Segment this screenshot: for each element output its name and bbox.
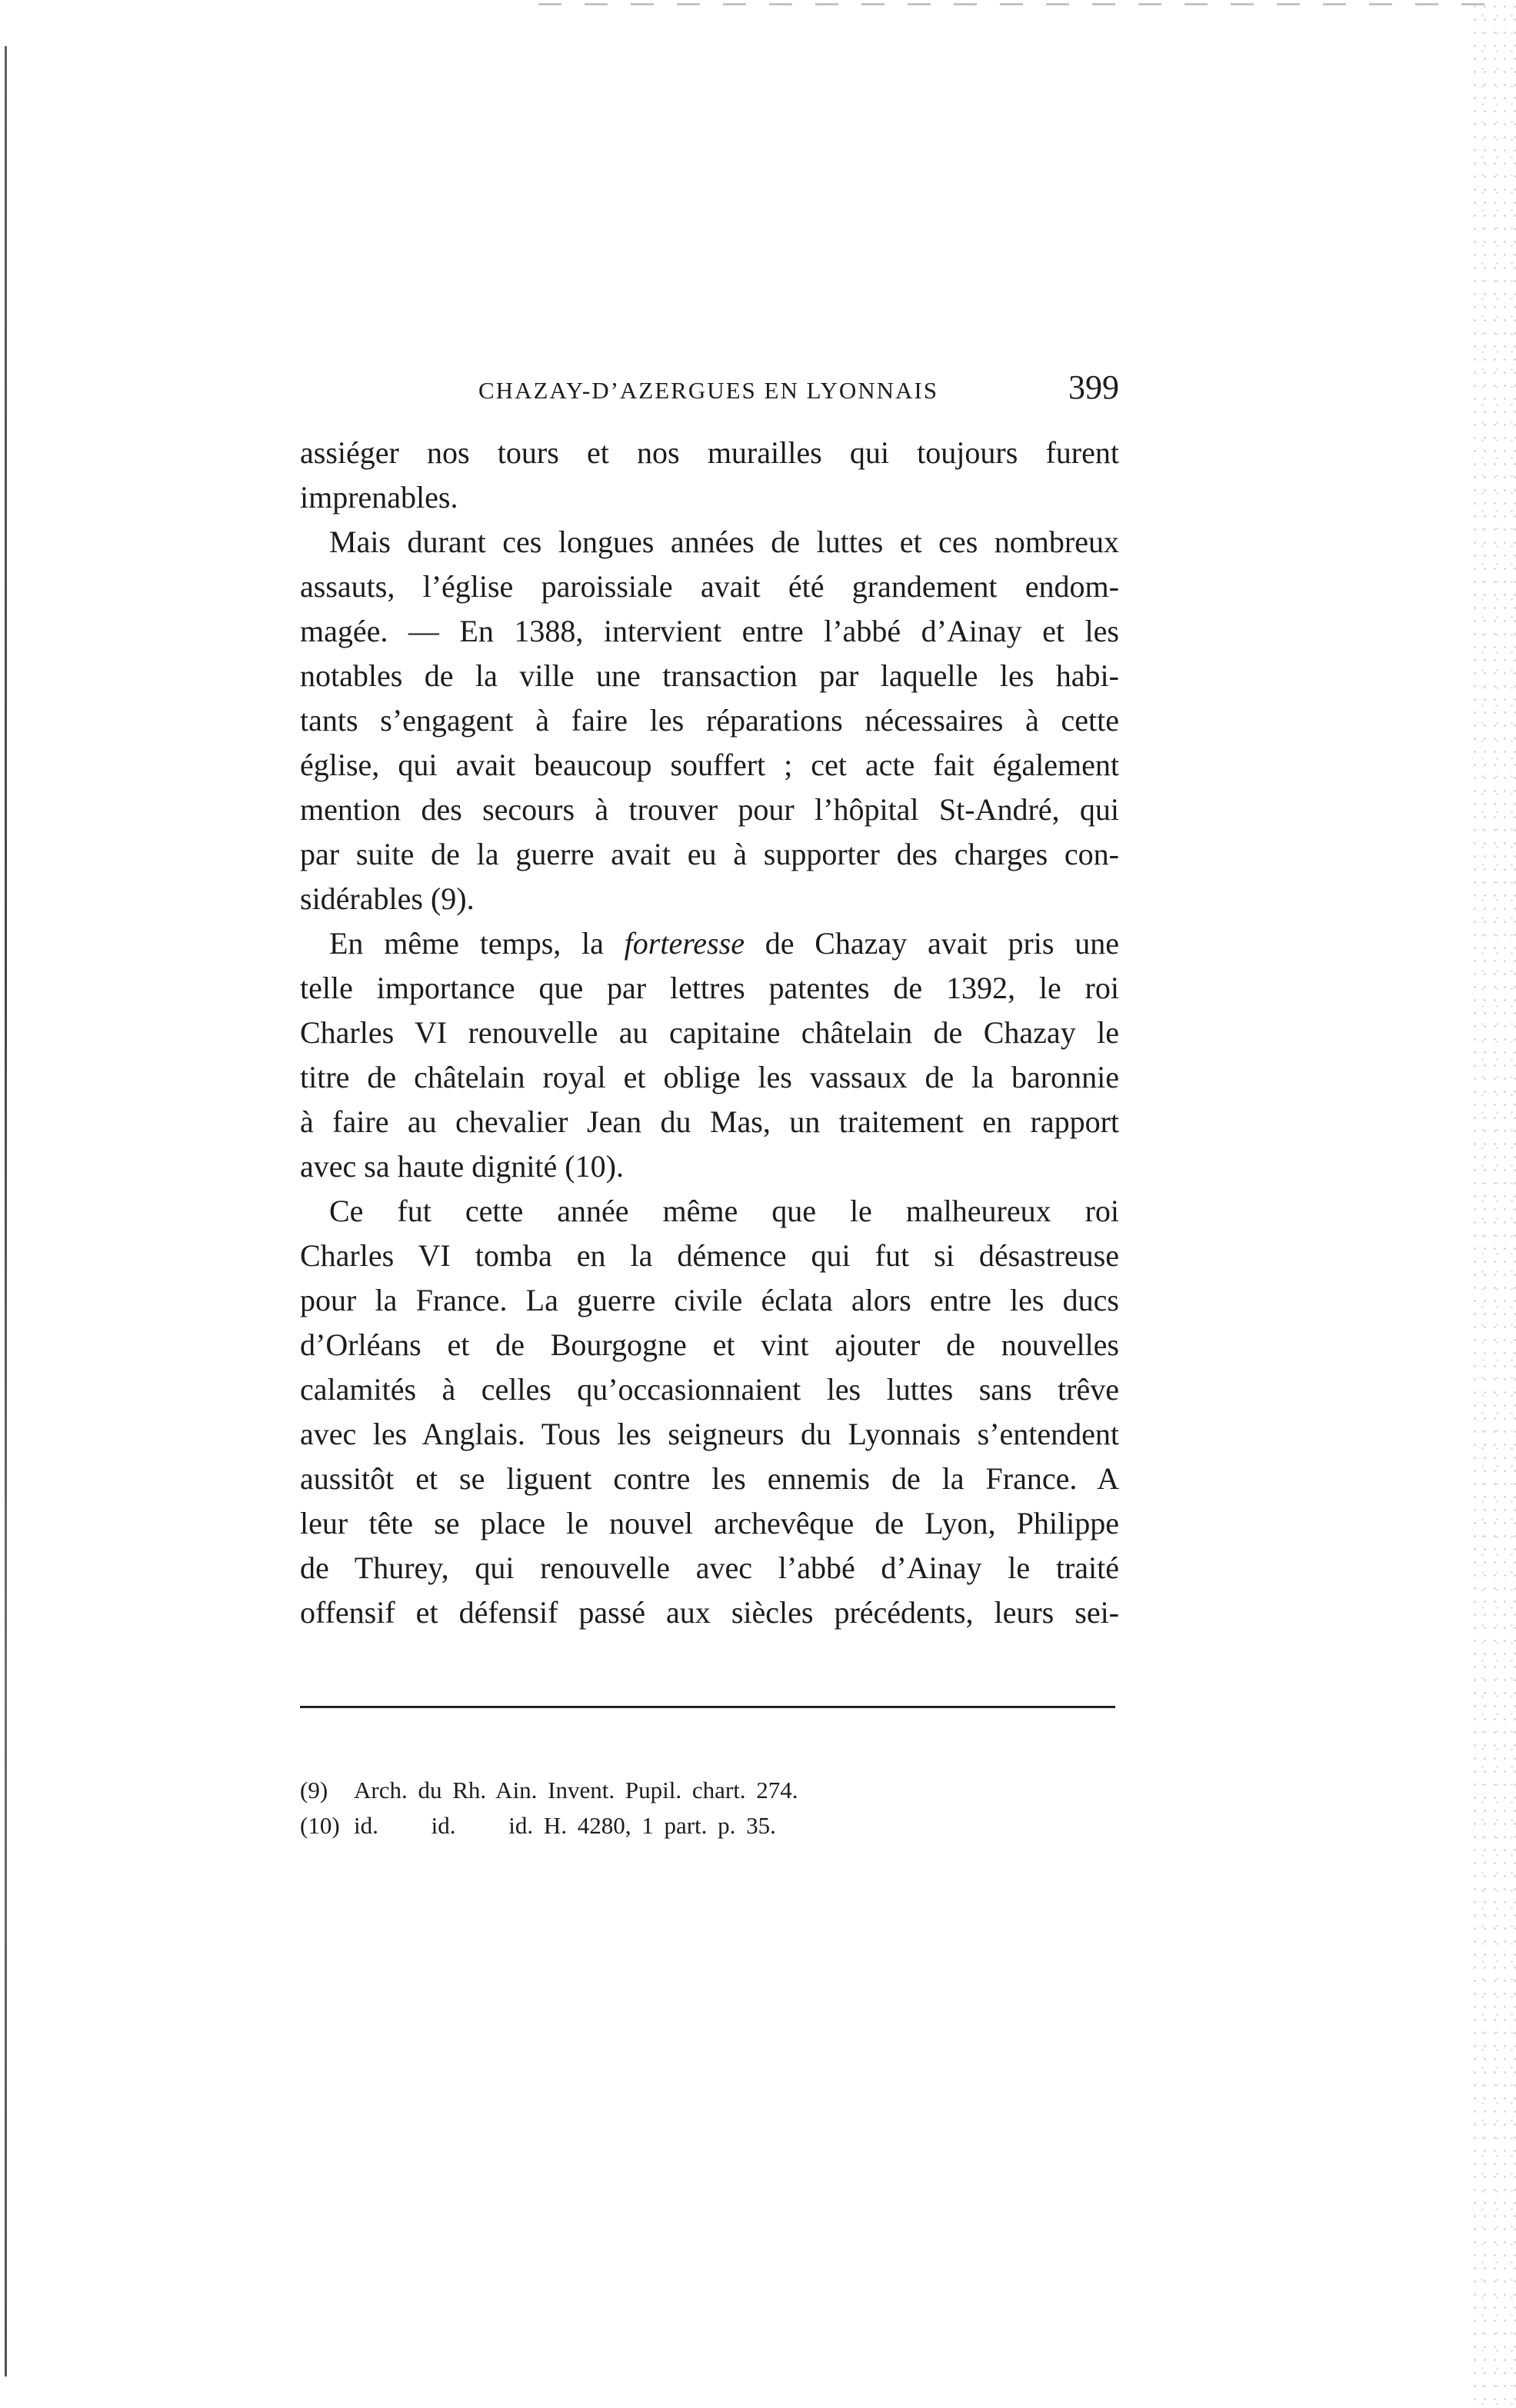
text-line: Charles VI tomba en la démence qui fut si désastreuse: [300, 1238, 1119, 1273]
text-line: par suite de la guerre avait eu à supporter des charges con-: [300, 837, 1119, 871]
text-line: assiéger nos tours et nos murailles qui toujours furent: [300, 435, 1119, 470]
footnote-item: [300, 1773, 992, 1808]
body-text: [300, 431, 1119, 1635]
scan-binding-edge: [5, 46, 7, 2376]
text-line: offensif et défensif passé aux siècles précédents, leurs sei-: [300, 1595, 1119, 1630]
text-line: titre de châtelain royal et oblige les vassaux de la baronnie: [300, 1060, 1119, 1094]
text-line: aussitôt et se liguent contre les ennemis de la France. A: [300, 1461, 1119, 1496]
text-line: pour la France. La guerre civile éclata alors entre les ducs: [300, 1283, 1119, 1317]
text-line: de Thurey, qui renouvelle avec l’abbé d’Ainay le traité: [300, 1550, 1119, 1585]
text-line: église, qui avait beaucoup souffert ; cet acte fait également: [300, 748, 1119, 782]
text-line: à faire au chevalier Jean du Mas, un traitement en rapport: [300, 1104, 1119, 1139]
text-line: notables de la ville une transaction par laquelle les habi-: [300, 658, 1119, 693]
text-line: Ce fut cette année même que le malheureux roi: [329, 1194, 1119, 1228]
page-number: 399: [1068, 368, 1119, 406]
footnote-text: Arch. du Rh. Ain. Invent. Pupil. chart. 274.: [354, 1777, 798, 1804]
text-line: avec les Anglais. Tous les seigneurs du Lyonnais s’entendent: [300, 1417, 1119, 1451]
text-line: calamités à celles qu’occasionnaient les luttes sans trêve: [300, 1372, 1119, 1407]
footnote-number: (9): [300, 1777, 328, 1804]
scan-right-edge: [1470, 0, 1516, 2408]
footnote-divider: [300, 1706, 1115, 1708]
footnote-text: id. id. id. H. 4280, 1 part. p. 35.: [354, 1812, 776, 1839]
text-line: Mais durant ces longues années de luttes et ces nombreux: [329, 525, 1119, 559]
footnotes: [300, 1773, 992, 1843]
text-line: imprenables.: [300, 480, 458, 515]
italic-word: forteresse: [624, 926, 745, 961]
footnote-number: (10): [300, 1812, 340, 1839]
footnote-item: [300, 1808, 992, 1843]
text-line: telle importance que par lettres patentes de 1392, le roi: [300, 971, 1119, 1005]
text-line: mention des secours à trouver pour l’hôpital St-André, qui: [300, 792, 1119, 827]
text-line: magée. — En 1388, intervient entre l’abbé d’Ainay et les: [300, 614, 1119, 648]
text-line: En même temps, la forteresse de Chazay avait pris une: [329, 926, 1119, 961]
text-line: assauts, l’église paroissiale avait été grandement endom-: [300, 569, 1119, 604]
text-line: avec sa haute dignité (10).: [300, 1149, 624, 1184]
running-head: [300, 368, 1119, 414]
scan-top-edge: [538, 3, 1500, 5]
running-title: CHAZAY-D’AZERGUES EN LYONNAIS: [478, 377, 938, 404]
text-line: leur tête se place le nouvel archevêque de Lyon, Philippe: [300, 1506, 1119, 1540]
text-line: tants s’engagent à faire les réparations nécessaires à cette: [300, 703, 1119, 738]
text-line: Charles VI renouvelle au capitaine châtelain de Chazay le: [300, 1015, 1119, 1050]
text-line: d’Orléans et de Bourgogne et vint ajouter de nouvelles: [300, 1327, 1119, 1362]
text-line: sidérables (9).: [300, 881, 475, 916]
